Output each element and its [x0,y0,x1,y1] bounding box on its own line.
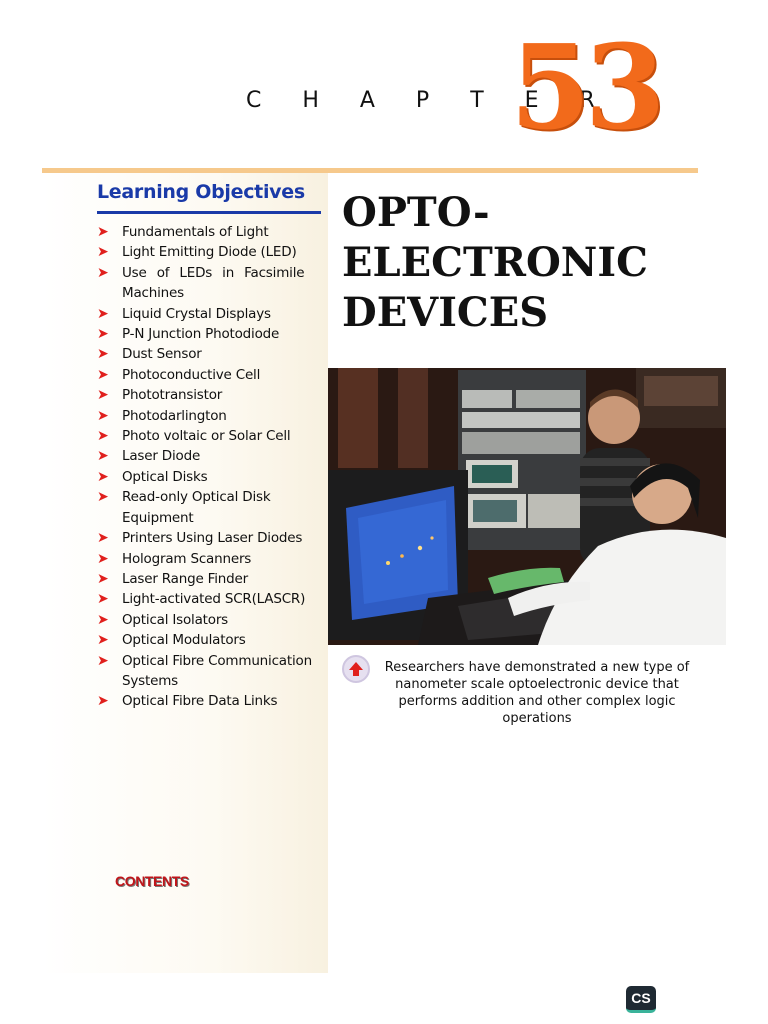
chapter-title-line: DEVICES [342,289,549,336]
objective-label: Use of LEDs in Facsimile Machines [122,264,305,302]
objective-item [97,446,327,466]
objective-item [97,385,327,405]
arrow-bullet-icon: ➤ [97,448,109,465]
objective-label: Optical Isolators [122,611,229,628]
objective-item [97,304,327,324]
objective-label: Light-activated SCR(LASCR) [122,591,306,608]
objective-label: Laser Diode [122,448,201,465]
objective-item [97,610,327,630]
objective-label: Liquid Crystal Displays [122,305,271,322]
researchers-photo [328,368,726,645]
objective-item [97,242,327,262]
arrow-bullet-icon: ➤ [97,570,109,587]
objective-item [97,344,327,364]
objective-item [97,222,327,242]
arrow-bullet-icon: ➤ [97,428,109,445]
objective-label: Photoconductive Cell [122,366,261,383]
objective-label: Optical Fibre Data Links [122,693,278,710]
chapter-title [342,188,742,338]
arrow-bullet-icon: ➤ [97,550,109,567]
objective-label: Fundamentals of Light [122,224,269,240]
arrow-bullet-icon: ➤ [97,591,109,608]
objective-label: Optical Fibre Communication Systems [122,652,312,689]
objective-item [97,263,327,304]
chapter-label: C H A P T E R [246,88,612,113]
chapter-title-line: OPTO- [342,189,490,236]
arrow-bullet-icon: ➤ [97,244,109,261]
photo-caption: Researchers have demonstrated a new type of nanometer scale optoelectronic device that performs addition and other complex logic operations [384,660,690,726]
objective-item [97,569,327,589]
objective-item [97,589,327,609]
objective-label: Laser Range Finder [122,570,248,587]
objective-item [97,630,327,650]
objective-label: Printers Using Laser Diodes [122,530,303,547]
objective-label: Read-only Optical Disk Equipment [122,489,271,526]
arrow-bullet-icon: ➤ [97,387,109,404]
arrow-bullet-icon: ➤ [97,652,109,669]
objective-item [97,324,327,344]
objective-label: Dust Sensor [122,346,202,363]
arrow-bullet-icon: ➤ [97,489,109,506]
objectives-list [97,222,327,712]
objective-item [97,365,327,385]
objective-item [97,528,327,548]
objective-label: Light Emitting Diode (LED) [122,244,297,261]
arrow-bullet-icon: ➤ [97,693,109,710]
objective-label: Phototransistor [122,387,223,404]
objective-label: Photodarlington [122,407,227,424]
objective-item [97,406,327,426]
objective-label: Optical Disks [122,468,208,485]
arrow-bullet-icon: ➤ [97,346,109,363]
contents-link[interactable]: CONTENTS [115,873,189,889]
objective-item [97,467,327,487]
up-arrow-icon [342,655,370,683]
arrow-bullet-icon: ➤ [97,366,109,383]
objective-item [97,549,327,569]
chapter-title-line: ELECTRONIC [342,239,648,286]
objective-label: Hologram Scanners [122,550,252,567]
objectives-heading-underline [97,211,321,214]
arrow-bullet-icon: ➤ [97,264,109,281]
arrow-bullet-icon: ➤ [97,530,109,547]
arrow-bullet-icon: ➤ [97,468,109,485]
objective-item [97,487,327,528]
arrow-bullet-icon: ➤ [97,407,109,424]
arrow-bullet-icon: ➤ [97,326,109,343]
objective-label: Photo voltaic or Solar Cell [122,428,291,445]
objective-label: P-N Junction Photodiode [122,326,280,343]
objectives-heading: Learning Objectives [97,181,305,203]
arrow-bullet-icon: ➤ [97,632,109,649]
arrow-bullet-icon: ➤ [97,224,109,240]
objective-label: Optical Modulators [122,632,246,649]
camscanner-logo: CS [626,986,656,1013]
objective-item [97,651,327,692]
chapter-number: 53 [510,20,660,156]
arrow-bullet-icon: ➤ [97,611,109,628]
objective-item [97,691,327,711]
arrow-bullet-icon: ➤ [97,305,109,322]
objective-item [97,426,327,446]
